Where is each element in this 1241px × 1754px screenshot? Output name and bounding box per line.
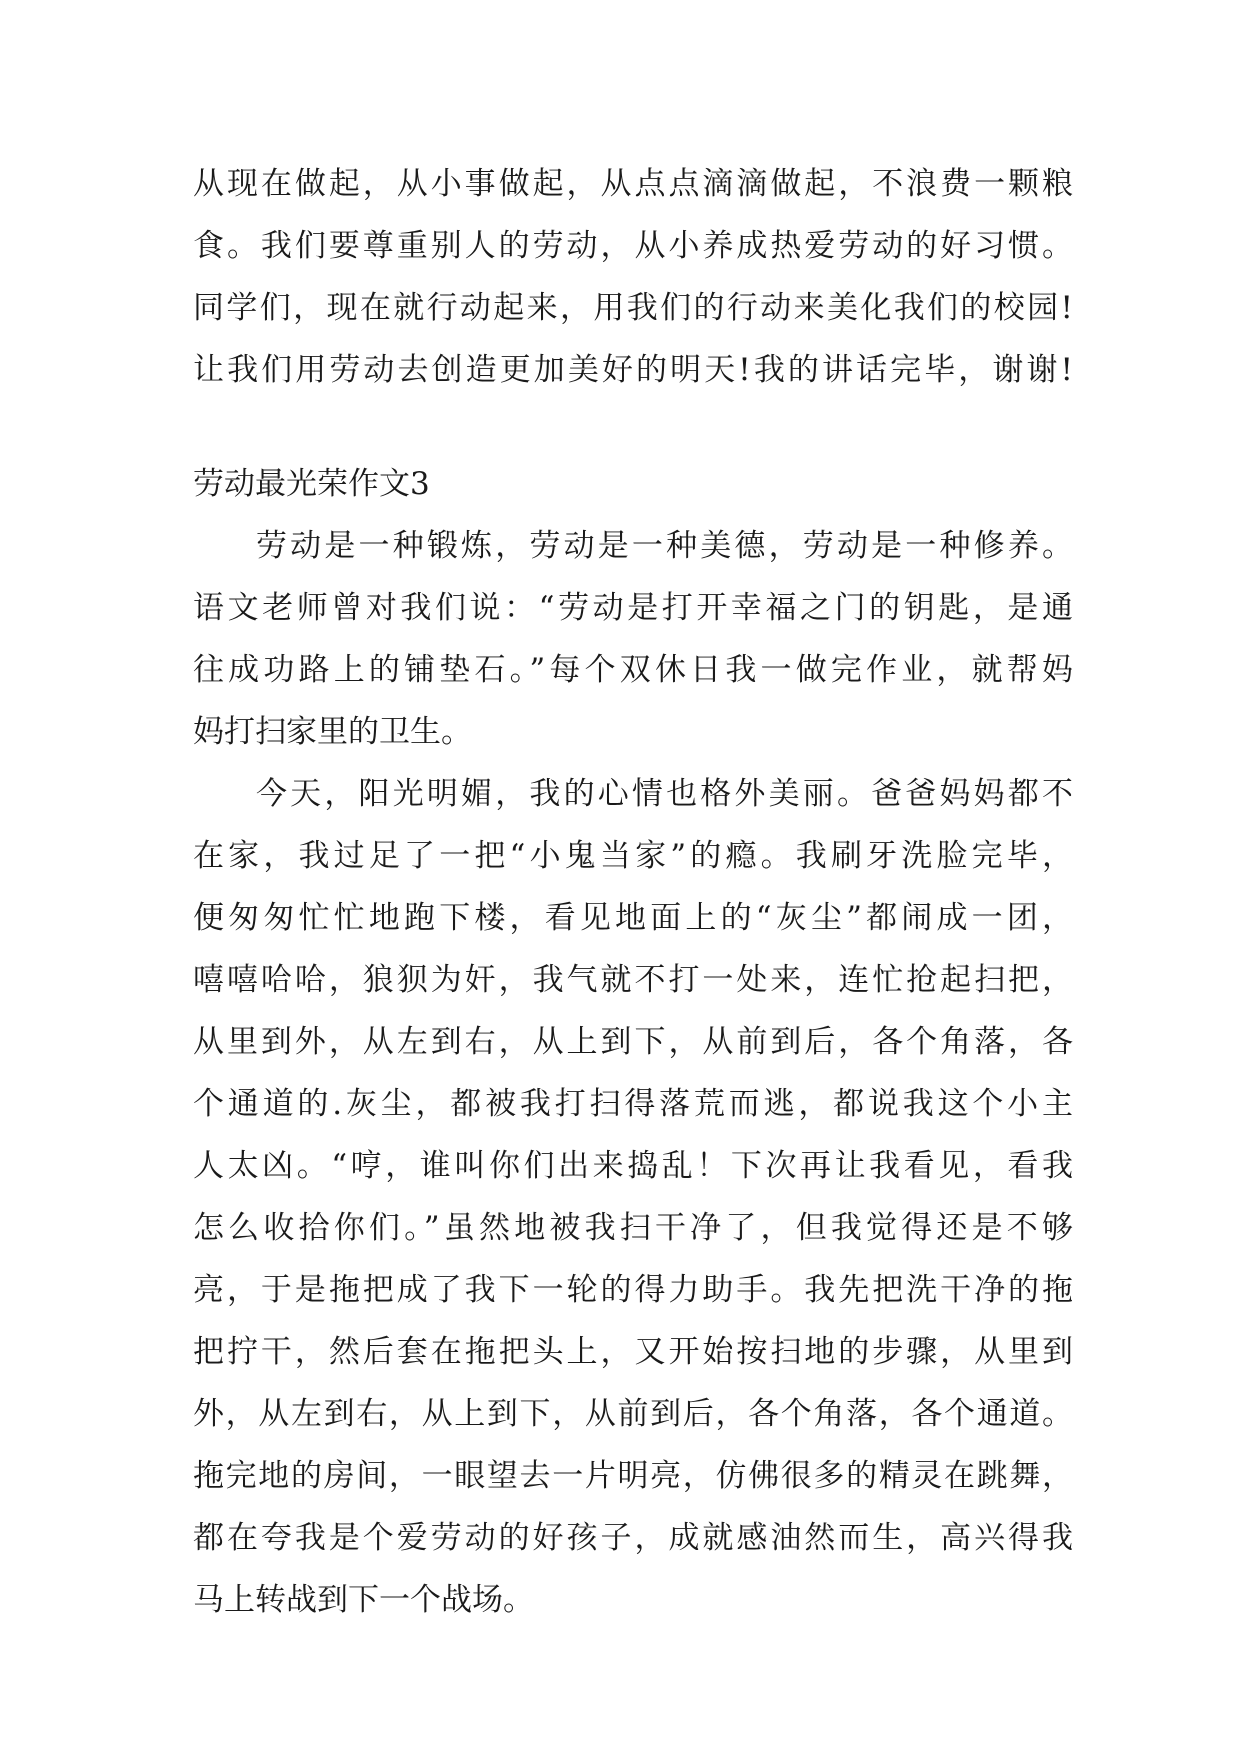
paragraph-1-line-3: 往成功路上的铺垫石。”每个双休日我一做完作业，就帮妈 [193,652,1073,688]
paragraph-2-line-3: 便匆匆忙忙地跑下楼，看见地面上的“灰尘”都闹成一团， [193,900,1073,936]
paragraph-2-line-8: 怎么收拾你们。”虽然地被我扫干净了，但我觉得还是不够 [193,1210,1073,1246]
intro-line-4: 让我们用劳动去创造更加美好的明天!我的讲话完毕，谢谢! [193,352,1073,388]
paragraph-2-line-11: 外，从左到右，从上到下，从前到后，各个角落，各个通道。 [193,1396,1073,1432]
paragraph-2-line-2: 在家，我过足了一把“小鬼当家”的瘾。我刷牙洗脸完毕， [193,838,1073,874]
paragraph-2-line-14: 马上转战到下一个战场。 [193,1582,534,1618]
paragraph-1-line-4: 妈打扫家里的卫生。 [193,714,472,750]
paragraph-2-line-5: 从里到外，从左到右，从上到下，从前到后，各个角落，各 [193,1024,1073,1060]
paragraph-2-line-1: 今天，阳光明媚，我的心情也格外美丽。爸爸妈妈都不 [256,776,1073,812]
paragraph-1-line-1: 劳动是一种锻炼，劳动是一种美德，劳动是一种修养。 [256,528,1073,564]
paragraph-2-line-12: 拖完地的房间，一眼望去一片明亮，仿佛很多的精灵在跳舞， [193,1458,1073,1494]
paragraph-2-line-4: 嘻嘻哈哈，狼狈为奸，我气就不打一处来，连忙抢起扫把， [193,962,1073,998]
paragraph-2-line-7: 人太凶。“哼，谁叫你们出来捣乱！下次再让我看见，看我 [193,1148,1073,1184]
paragraph-2-line-6: 个通道的.灰尘，都被我打扫得落荒而逃，都说我这个小主 [193,1086,1073,1122]
paragraph-1-line-2: 语文老师曾对我们说：“劳动是打开幸福之门的钥匙，是通 [193,590,1073,626]
essay-title: 劳动最光荣作文3 [193,466,430,502]
paragraph-2-line-10: 把拧干，然后套在拖把头上，又开始按扫地的步骤，从里到 [193,1334,1073,1370]
intro-line-3: 同学们，现在就行动起来，用我们的行动来美化我们的校园! [193,290,1073,326]
paragraph-2-line-13: 都在夸我是个爱劳动的好孩子，成就感油然而生，高兴得我 [193,1520,1073,1556]
intro-line-2: 食。我们要尊重别人的劳动，从小养成热爱劳动的好习惯。 [193,228,1073,264]
paragraph-2-line-9: 亮，于是拖把成了我下一轮的得力助手。我先把洗干净的拖 [193,1272,1073,1308]
intro-line-1: 从现在做起，从小事做起，从点点滴滴做起，不浪费一颗粮 [193,166,1073,202]
